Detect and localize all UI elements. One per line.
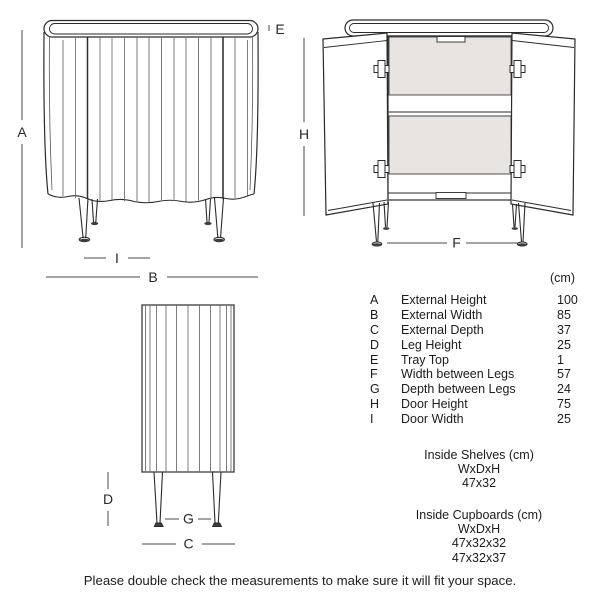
row-key: H [370,397,380,412]
row-key: C [370,322,380,337]
left-door [323,33,389,215]
measurements-table [370,271,584,427]
table-row [370,323,584,338]
row-key: A [370,292,379,307]
row-label: Door Height [401,397,468,412]
table-row [370,367,584,382]
row-value: 25 [557,412,571,427]
table-row [370,397,584,412]
row-label: Depth between Legs [401,382,516,397]
dimension-c-label: C [183,535,194,552]
table-row [370,412,584,427]
table-row [370,293,584,308]
unit-header: (cm) [550,271,575,285]
dimension-g-label: G [183,510,194,527]
row-value: 100 [557,292,578,307]
row-label: Door Width [401,412,464,427]
inside-shelves-block [372,448,586,491]
row-value: 75 [557,397,571,412]
right-door [510,33,575,215]
row-label: External Height [401,292,487,307]
row-key: B [370,307,379,322]
row-label: Leg Height [401,337,462,352]
row-key: G [370,382,380,397]
row-key: F [370,367,378,382]
dimension-b-label: B [148,269,158,285]
table-row [370,338,584,353]
side-view-drawing [90,290,330,570]
row-label: External Depth [401,322,484,337]
cupboard-bottom-panel [389,116,511,174]
open-view-legs [372,202,527,246]
front-view-drawing [0,0,300,290]
row-label: Width between Legs [401,367,515,382]
row-value: 37 [557,322,571,337]
dimension-e-label: E [275,21,285,37]
row-label: External Width [401,307,483,322]
inside-cupboards-size: 47x32x32 [451,536,507,551]
row-value: 85 [557,307,571,322]
cupboard-top-panel [389,37,511,95]
row-key: I [370,412,374,427]
inside-shelves-dims: WxDxH [457,462,501,477]
front-cabinet-body [44,21,258,203]
inside-cupboards-dims: WxDxH [457,522,501,537]
row-key: D [370,337,380,352]
inside-cupboards-title: Inside Cupboards (cm) [415,508,543,522]
row-value: 25 [557,337,571,352]
dimension-a-label: A [17,124,27,140]
row-value: 57 [557,367,571,382]
front-view-legs [79,198,224,242]
open-interior [388,36,512,200]
front-door-seams [88,38,224,200]
door-catch-top [437,37,465,43]
inside-shelves-title: Inside Shelves (cm) [424,448,534,462]
table-row [370,382,584,397]
table-row [370,353,584,368]
inside-cupboards-size: 47x32x37 [451,550,507,565]
inside-cupboards-block [372,508,586,565]
table-row [370,308,584,323]
door-catch-bottom [436,193,466,199]
row-value: 1 [557,352,564,367]
dimension-i-label: I [115,250,119,266]
open-view-drawing [290,0,590,270]
front-fluting-lines [63,37,248,203]
row-label: Tray Top [401,352,449,367]
dimension-d-label: D [102,491,114,507]
row-key: E [370,352,379,367]
inside-shelves-size: 47x32 [461,476,497,491]
row-value: 24 [557,382,571,397]
dimension-f-label: F [452,234,461,251]
dimension-h-label: H [298,126,310,142]
footer-note: Please double check the measurements to make sure it will fit your space. [83,573,517,588]
